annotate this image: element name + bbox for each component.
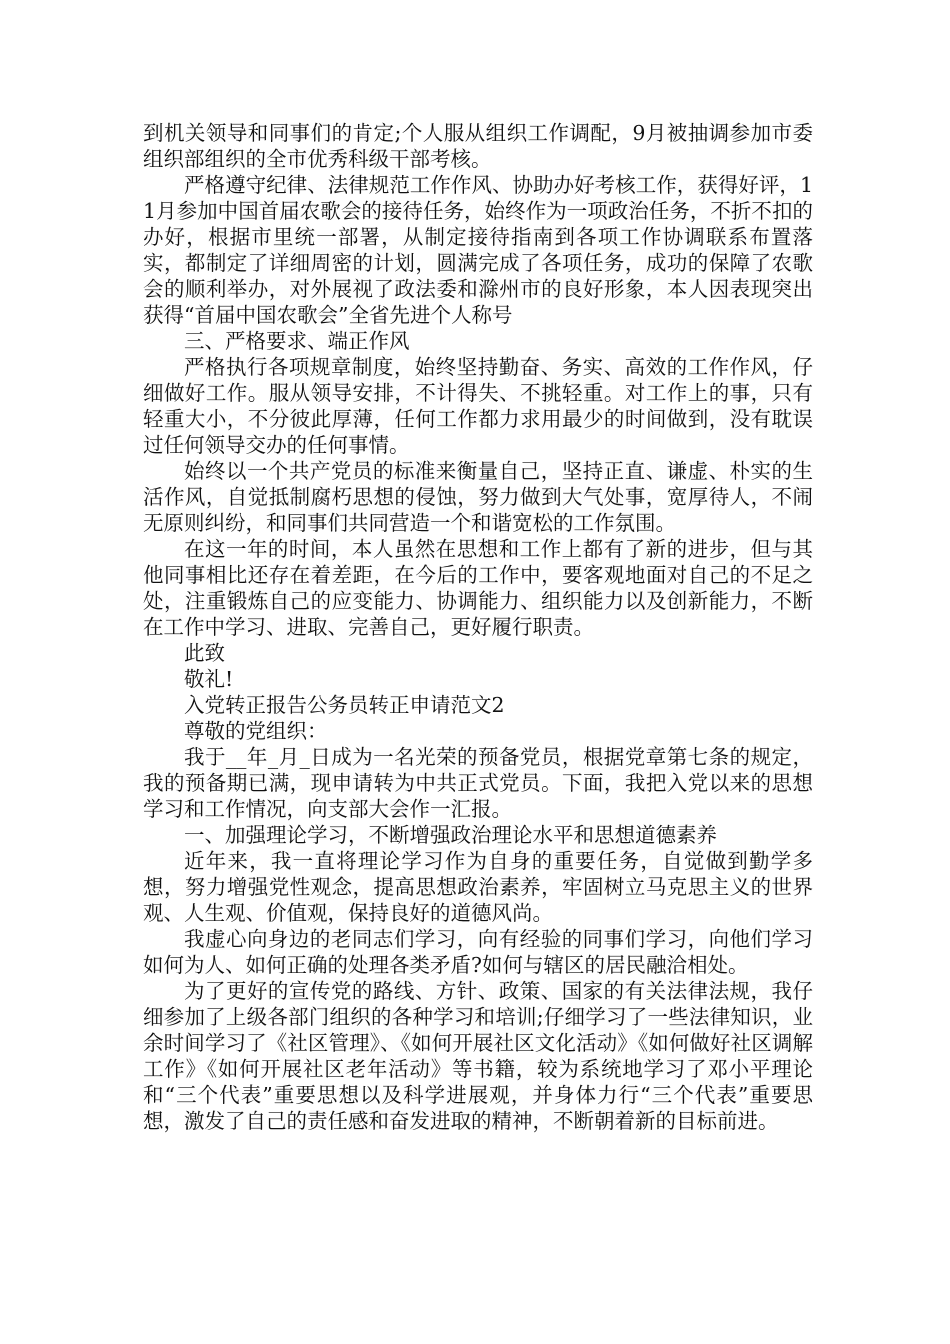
- section-heading: 三、严格要求、端正作风: [184, 329, 410, 353]
- document-body: [143, 120, 813, 1134]
- salutation: 尊敬的党组织：: [184, 719, 328, 743]
- closing-line: 此致: [184, 641, 225, 665]
- paragraph: 始终以一个共产党员的标准来衡量自己，坚持正直、谦虚、朴实的生活作风，自觉抵制腐朽思想的侵蚀，努力做到大气处事，宽厚待人，不闹无原则纠纷，和同事们共同营造一个和谐宽松的工作氛围。: [143, 459, 813, 535]
- document-subtitle: 入党转正报告公务员转正申请范文2: [184, 693, 505, 717]
- paragraph: 我于__年_月_日成为一名光荣的预备党员，根据党章第七条的规定，我的预备期已满，现申请转为中共正式党员。下面，我把入党以来的思想学习和工作情况，向支部大会作一汇报。: [143, 745, 813, 821]
- paragraph: 在这一年的时间，本人虽然在思想和工作上都有了新的进步，但与其他同事相比还存在着差距，在今后的工作中，要客观地面对自己的不足之处，注重锻炼自己的应变能力、协调能力、组织能力以及创新能力，不断在工作中学习、进取、完善自己，更好履行职责。: [143, 537, 813, 639]
- paragraph: 为了更好的宣传党的路线、方针、政策、国家的有关法律法规，我仔细参加了上级各部门组织的各种学习和培训;仔细学习了一些法律知识，业余时间学习了《社区管理》、《如何开展社区文化活动》《如何做好社区调解工作》《如何开展社区老年活动》等书籍，较为系统地学习了邓小平理论和“三个代表”重要思想以及科学进展观，并身体力行“三个代表”重要思想，激发了自己的责任感和奋发进取的精神，不断朝着新的目标前进。: [143, 979, 813, 1133]
- paragraph: 我虚心向身边的老同志们学习，向有经验的同事们学习，向他们学习如何为人、如何正确的处理各类矛盾?如何与辖区的居民融洽相处。: [143, 927, 813, 977]
- paragraph: 严格执行各项规章制度，始终坚持勤奋、务实、高效的工作作风，仔细做好工作。服从领导安排，不计得失、不挑轻重。对工作上的事，只有轻重大小，不分彼此厚薄，任何工作都力求用最少的时间做到，没有耽误过任何领导交办的任何事情。: [143, 355, 813, 457]
- section-heading: 一、加强理论学习，不断增强政治理论水平和思想道德素养: [184, 823, 717, 847]
- closing-salute: 敬礼!: [184, 667, 234, 691]
- paragraph: 近年来，我一直将理论学习作为自身的重要任务，自觉做到勤学多想，努力增强党性观念，提高思想政治素养，牢固树立马克思主义的世界观、人生观、价值观，保持良好的道德风尚。: [143, 849, 813, 925]
- paragraph: 严格遵守纪律、法律规范工作作风、协助办好考核工作，获得好评，11月参加中国首届农歌会的接待任务，始终作为一项政治任务，不折不扣的办好，根据市里统一部署，从制定接待指南到各项工作协调联系布置落实，都制定了详细周密的计划，圆满完成了各项任务，成功的保障了农歌会的顺利举办，对外展视了政法委和滁州市的良好形象，本人因表现突出获得“首届中国农歌会”全省先进个人称号: [143, 173, 813, 327]
- paragraph: 到机关领导和同事们的肯定;个人服从组织工作调配，9月被抽调参加市委组织部组织的全市优秀科级干部考核。: [143, 121, 813, 171]
